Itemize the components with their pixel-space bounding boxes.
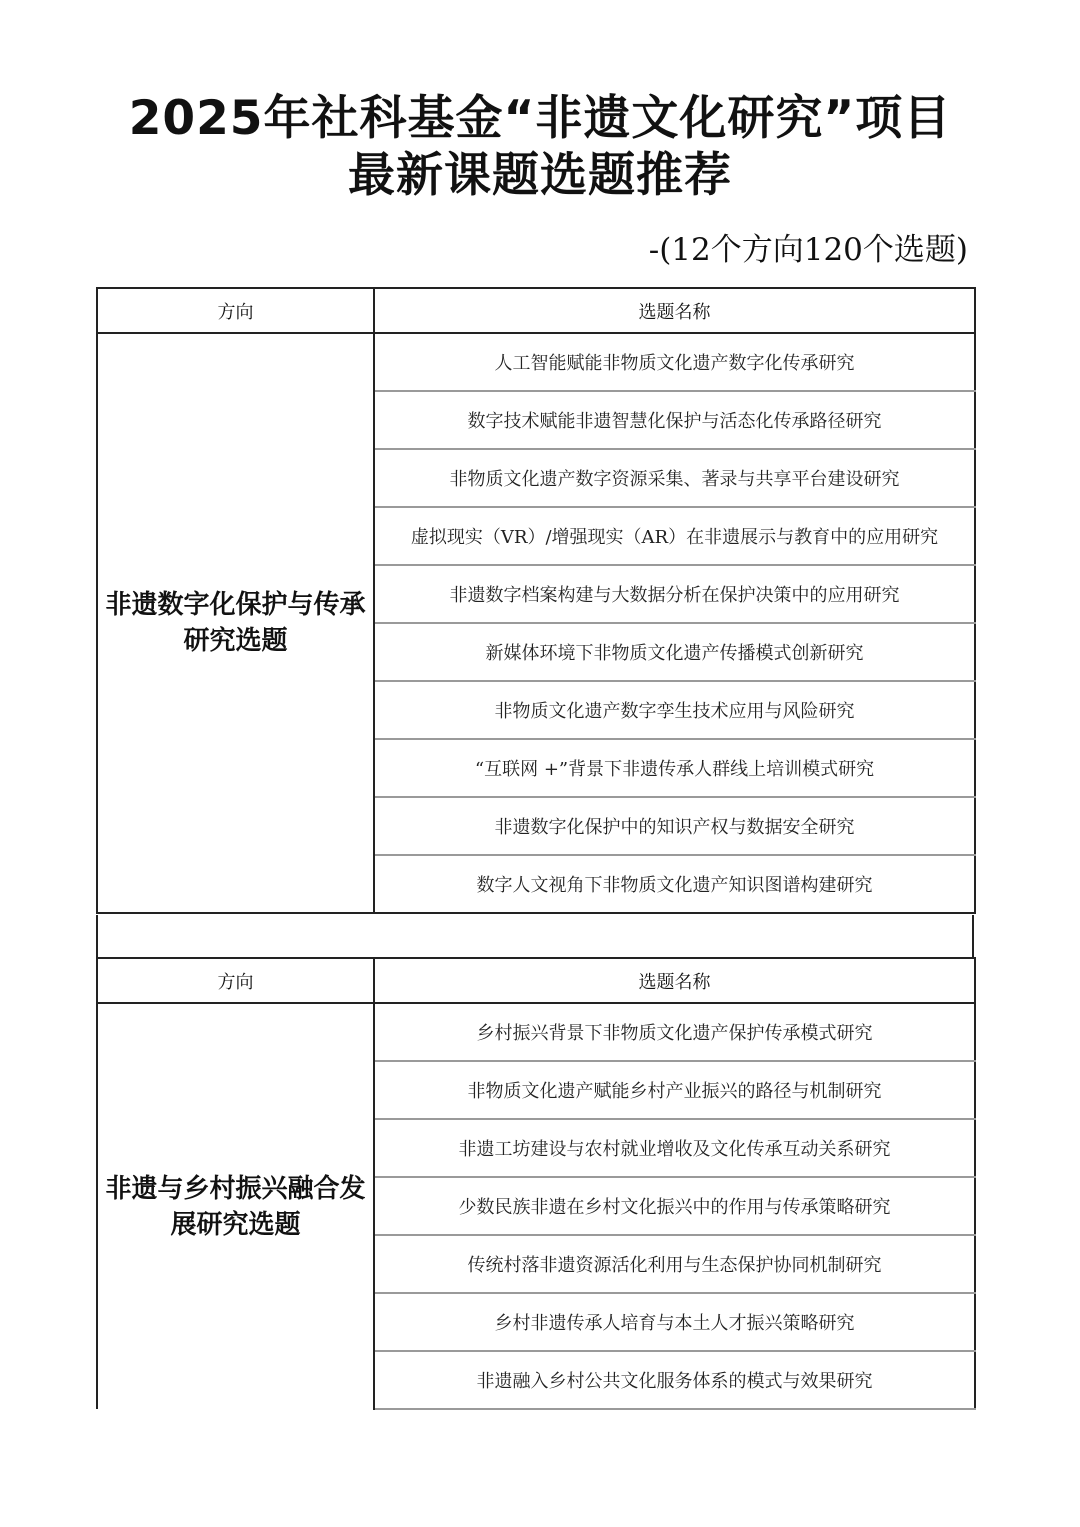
page-subtitle: -(12个方向120个选题): [648, 232, 968, 268]
direction-cell: 非遗数字化保护与传承研究选题: [97, 333, 374, 913]
table-row: [97, 333, 975, 391]
topic-cell: 传统村落非遗资源活化利用与生态保护协同机制研究: [374, 1235, 975, 1293]
page-title-line2: 最新课题选题推荐: [348, 148, 732, 203]
header-direction: 方向: [97, 288, 374, 333]
section-spacer: [96, 915, 974, 957]
topic-cell: 非遗融入乡村公共文化服务体系的模式与效果研究: [374, 1351, 975, 1409]
table-header-row: [97, 288, 975, 333]
page-title-line1: 2025年社科基金“非遗文化研究”项目: [128, 91, 952, 146]
header-topic-name: 选题名称: [374, 958, 975, 1003]
header-direction: 方向: [97, 958, 374, 1003]
topic-cell: 非物质文化遗产数字孪生技术应用与风险研究: [374, 681, 975, 739]
table-header-row: [97, 958, 975, 1003]
direction-cell: 非遗与乡村振兴融合发展研究选题: [97, 1003, 374, 1409]
topic-cell: 非物质文化遗产数字资源采集、著录与共享平台建设研究: [374, 449, 975, 507]
topic-cell: 乡村非遗传承人培育与本土人才振兴策略研究: [374, 1293, 975, 1351]
table-row: [97, 1003, 975, 1061]
topic-cell: 虚拟现实（VR）/增强现实（AR）在非遗展示与教育中的应用研究: [374, 507, 975, 565]
topic-cell: 新媒体环境下非物质文化遗产传播模式创新研究: [374, 623, 975, 681]
topics-table-1: [96, 287, 976, 914]
topic-cell: 数字技术赋能非遗智慧化保护与活态化传承路径研究: [374, 391, 975, 449]
topic-cell: 人工智能赋能非物质文化遗产数字化传承研究: [374, 333, 975, 391]
topics-table-2: [96, 957, 976, 1410]
topic-cell: “互联网 +”背景下非遗传承人群线上培训模式研究: [374, 739, 975, 797]
topic-cell: 数字人文视角下非物质文化遗产知识图谱构建研究: [374, 855, 975, 913]
topic-cell: 少数民族非遗在乡村文化振兴中的作用与传承策略研究: [374, 1177, 975, 1235]
header-topic-name: 选题名称: [374, 288, 975, 333]
topic-cell: 乡村振兴背景下非物质文化遗产保护传承模式研究: [374, 1003, 975, 1061]
topic-cell: 非遗数字档案构建与大数据分析在保护决策中的应用研究: [374, 565, 975, 623]
topic-cell: 非遗数字化保护中的知识产权与数据安全研究: [374, 797, 975, 855]
topic-cell: 非遗工坊建设与农村就业增收及文化传承互动关系研究: [374, 1119, 975, 1177]
topic-cell: 非物质文化遗产赋能乡村产业振兴的路径与机制研究: [374, 1061, 975, 1119]
